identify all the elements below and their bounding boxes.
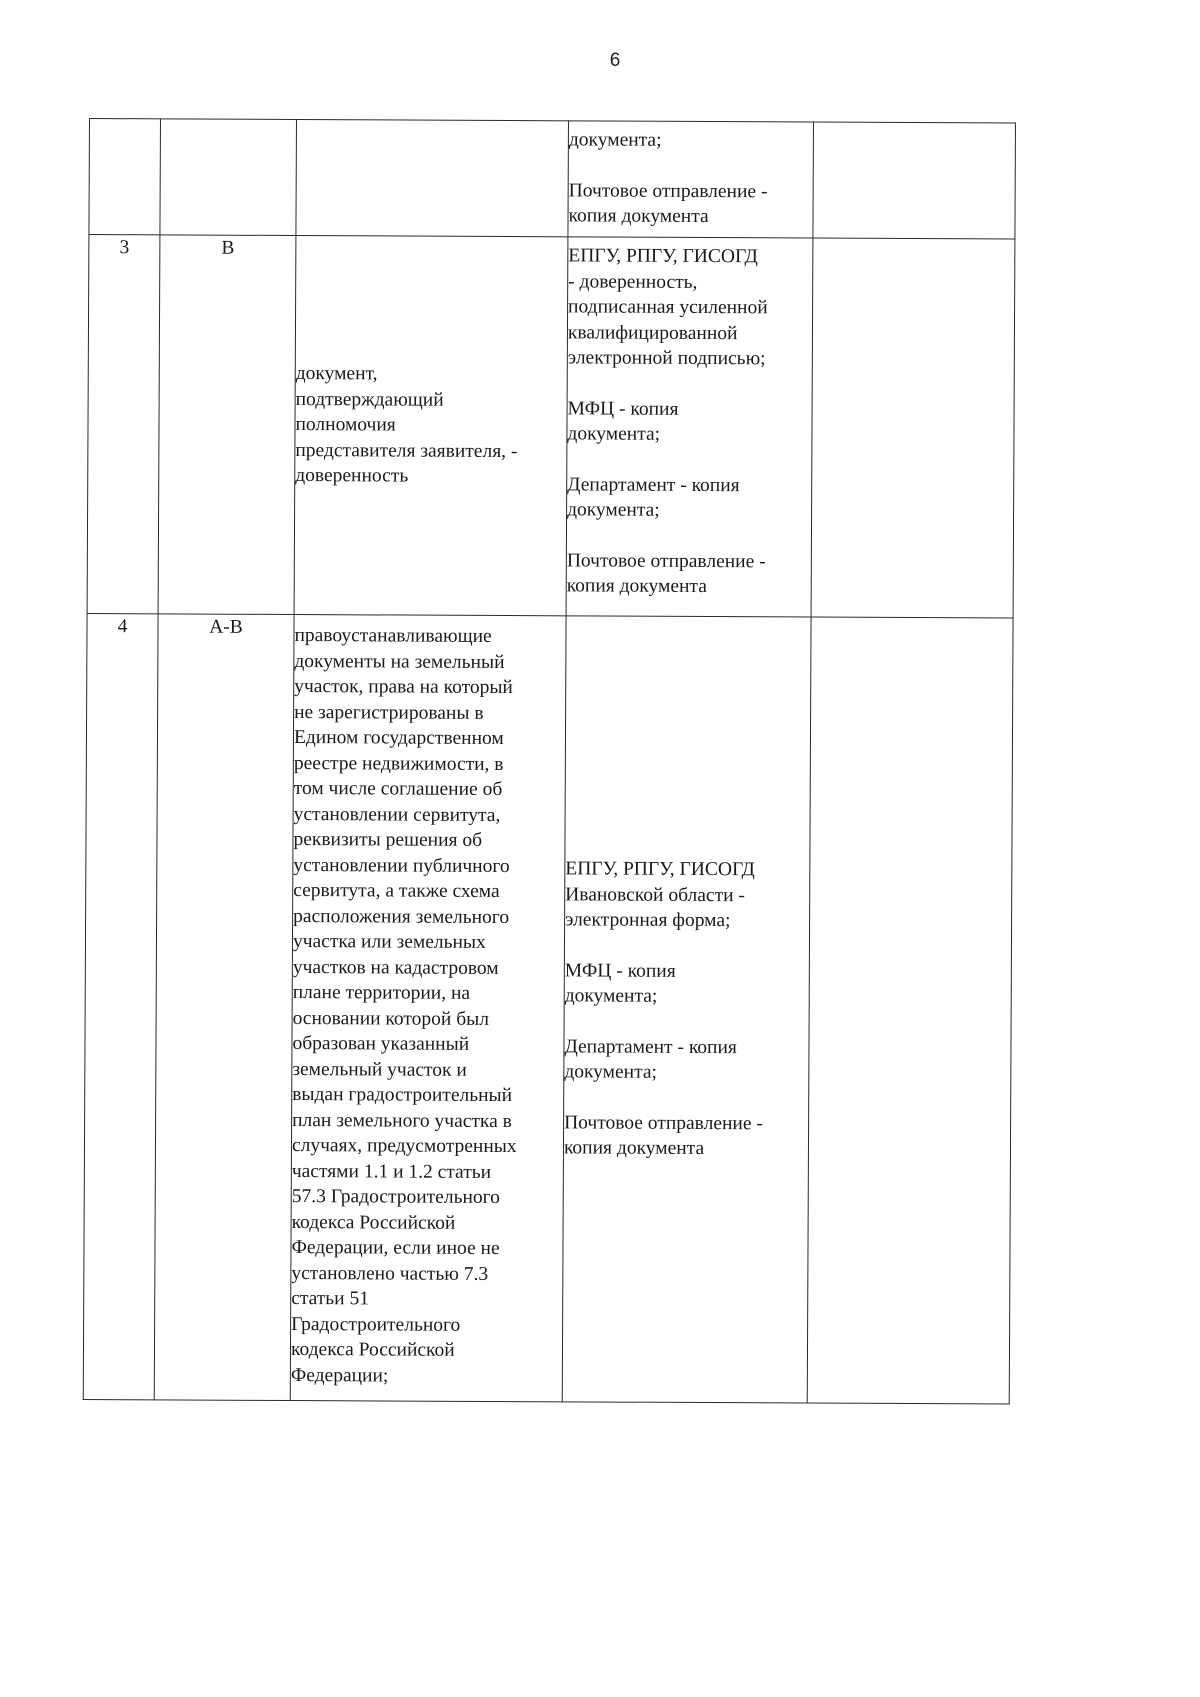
row-number: 3 [119,237,130,259]
submission-method: Почтовое отправление - копия документа [566,549,766,598]
applicant-category-cell [154,614,294,1401]
submission-methods-cell [568,121,814,238]
submission-method: ЕПГУ, РПГУ, ГИСОГД Ивановской области - электронная форма; [565,858,755,932]
submission-method: документа; [568,129,662,151]
submission-method: Почтовое отправление - копия документа [568,179,768,228]
applicant-category: А-В [209,616,243,638]
submission-method: Почтовое отправление - копия документа [563,1112,763,1160]
page-number: 6 [609,50,621,71]
row-number-cell [87,235,160,614]
row-number-cell [89,119,161,235]
document-description [297,120,568,121]
applicant-category-cell [160,119,297,236]
submission-method: МФЦ - копия документа; [567,397,679,445]
notes-cell [813,122,1016,239]
submission-method: ЕПГУ, РПГУ, ГИСОГД - доверенность, подписанная усиленной квалифицированной электронной подписью; [567,245,768,370]
row-number-cell [83,613,158,1399]
row-number: 4 [117,616,128,638]
document-description-cell [294,236,568,616]
table-row [87,235,1015,619]
submission-method: МФЦ - копия документа; [564,960,676,1008]
submission-methods-cell [562,616,811,1403]
document-description-cell [296,120,569,237]
notes-cell [811,238,1015,618]
document-description-cell [290,615,566,1402]
document-description: правоустанавливающие документы на земельный участок, права на который не зарегистрированы в Едином государственном реестре недвижимости, в том числе соглашение об установлении сервитута, реквизиты решения об установлении публичного сервитута, а также схема расположения земельного участка или земельных участков на кадастровом плане территории, на основании которой был образован указанный земельный участок и выдан градостроительный план земельного участка в случаях, предусмотренных частями 1.1 и 1.2 статьи 57.3 Градостроительного кодекса Российской Федерации, если иное не установлено частью 7.3 статьи 51 Градостроительного кодекса Российской Федерации; [290,625,517,1386]
submission-methods-cell [566,237,813,617]
table-row [89,119,1016,240]
submission-method: Департамент - копия документа; [564,1036,737,1084]
documents-table [83,118,1016,1405]
notes-cell [807,617,1013,1404]
document-description: документ, подтверждающий полномочия представителя заявителя, - доверенность [295,363,518,487]
submission-method: Департамент - копия документа; [567,473,740,521]
applicant-category-cell [158,235,296,615]
applicant-category: В [221,237,235,259]
table-row [83,613,1013,1404]
